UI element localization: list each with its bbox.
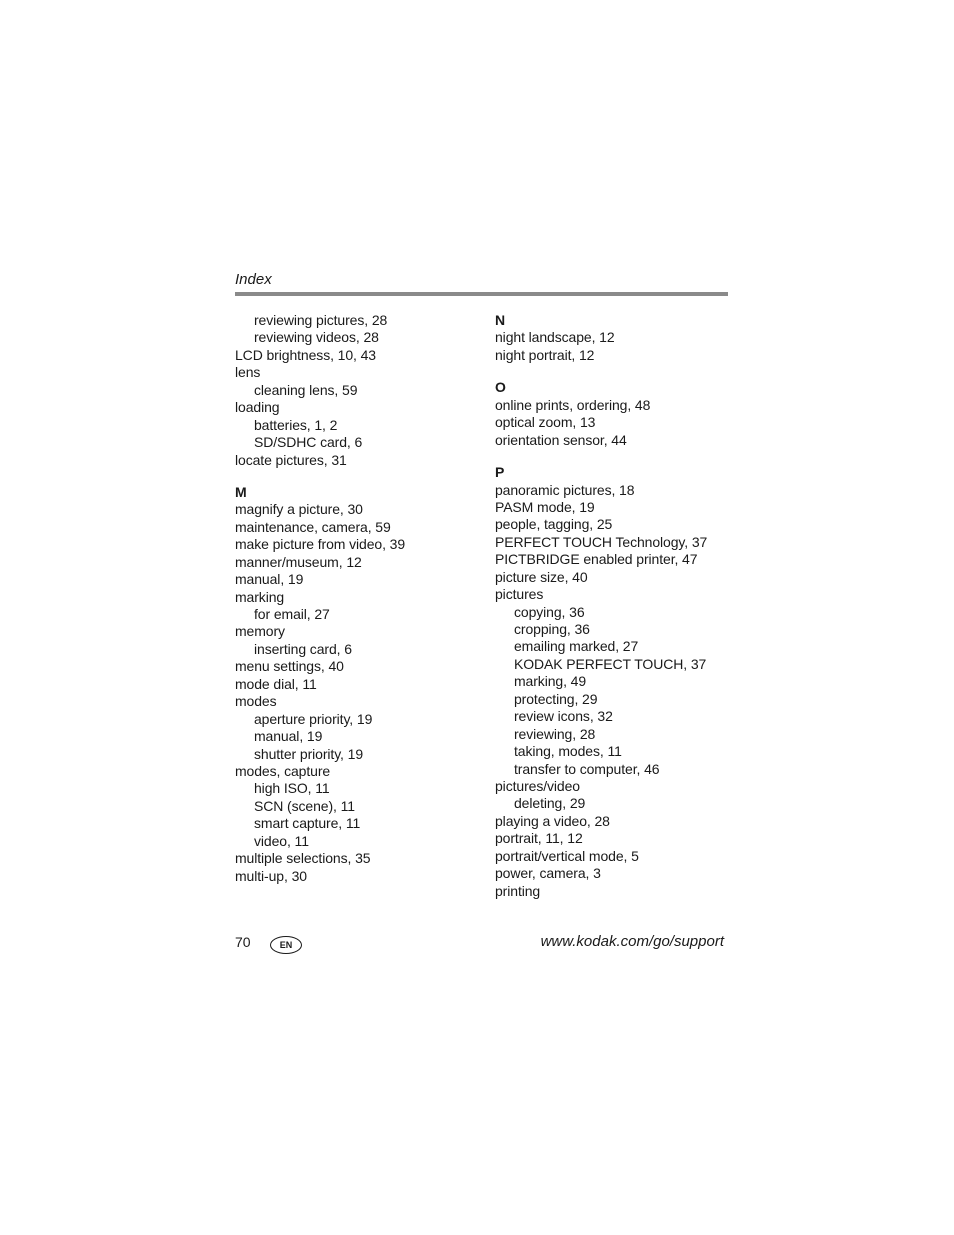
index-entry: power, camera, 3 bbox=[495, 865, 601, 882]
index-subentry: copying, 36 bbox=[514, 603, 585, 620]
section-spacer bbox=[495, 364, 740, 379]
section-spacer bbox=[235, 469, 480, 484]
index-entry: multi-up, 30 bbox=[235, 867, 307, 884]
index-subentry: for email, 27 bbox=[254, 606, 330, 622]
index-subentry: emailing marked, 27 bbox=[514, 638, 639, 655]
index-subentry: SCN (scene), 11 bbox=[254, 797, 355, 814]
index-entry: maintenance, camera, 59 bbox=[235, 518, 391, 535]
index-entry: LCD brightness, 10, 43 bbox=[235, 346, 376, 363]
index-subentry: SD/SDHC card, 6 bbox=[254, 434, 363, 451]
index-entry: printing bbox=[495, 882, 541, 899]
index-section-letter: M bbox=[235, 483, 247, 500]
page-number: 70 bbox=[235, 934, 251, 950]
index-entry: menu settings, 40 bbox=[235, 658, 344, 675]
index-entry: modes, capture bbox=[235, 762, 331, 779]
index-entry: lens bbox=[235, 364, 261, 381]
index-entry: manner/museum, 12 bbox=[235, 553, 362, 570]
index-entry: PASM mode, 19 bbox=[495, 498, 595, 515]
index-column-left bbox=[235, 312, 480, 885]
index-entry: pictures bbox=[495, 586, 544, 603]
index-entry: PICTBRIDGE enabled printer, 47 bbox=[495, 551, 698, 568]
index-section-letter: P bbox=[495, 464, 505, 481]
index-entry: modes bbox=[235, 693, 277, 710]
index-entry: panoramic pictures, 18 bbox=[495, 481, 635, 498]
index-entry: magnify a picture, 30 bbox=[235, 501, 363, 518]
index-subentry: review icons, 32 bbox=[514, 708, 613, 725]
section-spacer bbox=[495, 449, 740, 464]
index-subentry: video, 11 bbox=[254, 832, 309, 849]
index-column-right bbox=[495, 312, 740, 900]
index-entry: marking bbox=[235, 588, 285, 605]
index-entry: mode dial, 11 bbox=[235, 675, 317, 692]
index-entry: portrait, 11, 12 bbox=[495, 830, 583, 847]
index-entry: picture size, 40 bbox=[495, 568, 588, 585]
index-entry: locate pictures, 31 bbox=[235, 451, 347, 468]
index-entry: loading bbox=[235, 399, 280, 416]
index-entry: online prints, ordering, 48 bbox=[495, 396, 651, 413]
index-subentry: transfer to computer, 46 bbox=[514, 760, 660, 777]
index-subentry: KODAK PERFECT TOUCH, 37 bbox=[514, 655, 707, 672]
index-entry: orientation sensor, 44 bbox=[495, 431, 627, 448]
page-title: Index bbox=[235, 271, 272, 288]
index-subentry: taking, modes, 11 bbox=[514, 743, 622, 760]
index-entry: playing a video, 28 bbox=[495, 812, 610, 829]
support-url[interactable]: www.kodak.com/go/support bbox=[540, 933, 724, 950]
index-section-letter: O bbox=[495, 379, 506, 396]
index-entry: make picture from video, 39 bbox=[235, 536, 406, 553]
index-subentry: deleting, 29 bbox=[514, 795, 586, 812]
index-entry: PERFECT TOUCH Technology, 37 bbox=[495, 533, 708, 550]
index-entry: night portrait, 12 bbox=[495, 346, 595, 363]
index-subentry: cleaning lens, 59 bbox=[254, 381, 358, 398]
index-subentry: protecting, 29 bbox=[514, 690, 598, 707]
index-entry: multiple selections, 35 bbox=[235, 850, 371, 867]
index-entry: manual, 19 bbox=[235, 571, 304, 588]
index-subentry: reviewing pictures, 28 bbox=[254, 312, 388, 328]
index-section-letter: N bbox=[495, 312, 506, 328]
index-entry: memory bbox=[235, 623, 285, 640]
index-subentry: shutter priority, 19 bbox=[254, 745, 364, 762]
index-entry: pictures/video bbox=[495, 777, 580, 794]
index-subentry: reviewing videos, 28 bbox=[254, 329, 379, 346]
index-subentry: batteries, 1, 2 bbox=[254, 416, 338, 433]
index-subentry: inserting card, 6 bbox=[254, 640, 352, 657]
index-subentry: reviewing, 28 bbox=[514, 725, 596, 742]
index-subentry: aperture priority, 19 bbox=[254, 710, 373, 727]
index-subentry: high ISO, 11 bbox=[254, 780, 330, 797]
index-subentry: marking, 49 bbox=[514, 673, 587, 690]
index-entry: people, tagging, 25 bbox=[495, 516, 613, 533]
index-subentry: cropping, 36 bbox=[514, 621, 590, 637]
index-subentry: manual, 19 bbox=[254, 728, 323, 745]
index-entry: night landscape, 12 bbox=[495, 329, 615, 346]
index-subentry: smart capture, 11 bbox=[254, 815, 361, 832]
header-divider bbox=[235, 292, 728, 296]
language-badge: EN bbox=[270, 936, 302, 954]
index-entry: portrait/vertical mode, 5 bbox=[495, 847, 639, 864]
index-entry: optical zoom, 13 bbox=[495, 414, 596, 431]
